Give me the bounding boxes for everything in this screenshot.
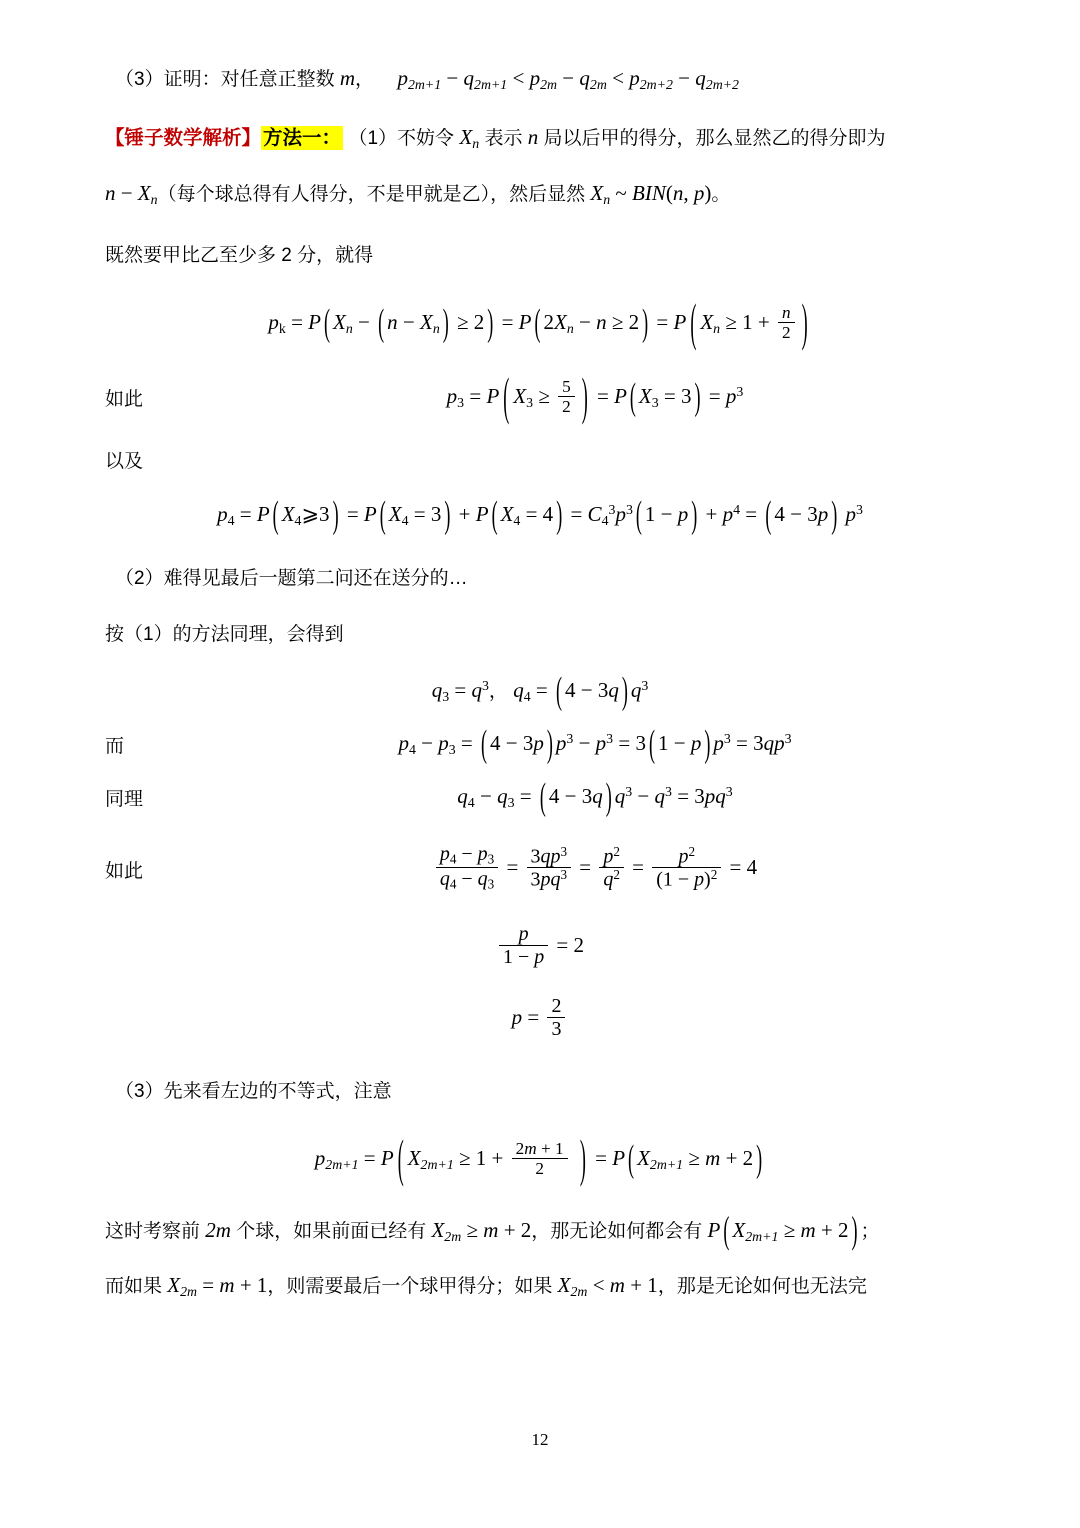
question-3-line-3: 而如果 $X_{2m} = m + 1$，则需要最后一个球甲得分；如果 $X_{2m} < m + 1$，那是无论如何也无法完 <box>105 1273 867 1300</box>
method-tag: 方法一： <box>263 127 342 150</box>
equation-p-value: p = $\frac{2}{3}$ <box>105 996 975 1042</box>
question-2-comment: （2）难得见最后一题第二问还在送分的… <box>115 567 468 589</box>
analysis-line-2: $n - X_n$（每个球总得有人得分，不是甲就是乙），然后显然 $X_n$ ~ BIN(n, p)。 <box>105 180 731 207</box>
equation-p-over-one-minus-p: $\frac{p}{1 - p}$ = 2 <box>105 925 975 971</box>
page-number: 12 <box>531 1430 549 1449</box>
analysis-line-3: 既然要甲比乙至少多 2 分，就得 <box>105 245 374 267</box>
label-ruci-2: 如此 <box>105 861 144 883</box>
question-3-line-2: 这时考察前 2m 个球，如果前面已经有 $X_{2m} \ge m + 2$，那无论如何都会有 P ( $X_{2m+1} \ge m + 2$ ) ； <box>105 1208 880 1251</box>
label-yiji: 以及 <box>105 450 144 472</box>
equation-p2m1: $p_{2m+1} = P$ ( $X_{2m+1} \ge 1$ + $\frac{2m + 1}{2}$ ) = P ( $X_{2m+1} \ge m + 2$ ) <box>314 1128 763 1187</box>
equation-p4-minus-p3-row <box>105 722 975 765</box>
equation-p4: $p_4 = P$ ( $X_4⩾3$ ) = P ( $X_4 = 3$ ) + P ( $X_4 = 4$ ) = $C_4^3p^3$ ( 1 − p ) + $p^4$ = ( 4 − 3p ) $p^3$ <box>217 493 863 536</box>
equation-p4-minus-p3: $p_4 - p_3$ = ( 4 − 3p ) $p^3 - p^3 = 3$ ( 1 − p ) $p^3 = 3qp^3$ <box>398 722 792 765</box>
equation-q4-minus-q3-row <box>105 775 975 818</box>
equation-ratio: $\frac{p_4 - p_3}{q_4 - q_3}$ = $\frac{3qp^3}{3pq^3}$ = $\frac{p^2}{q^2}$ = $\frac{p^2}{(1 - p)^2}$ = 4 <box>215 845 975 895</box>
label-er: 而 <box>105 735 125 757</box>
equation-pk: $p_k = P$ ( $X_n$ − ( $n - X_n$ ) ≥ 2 ) = P ( $2X_n - n \ge 2$ ) = P ( $X_n \ge 1$ + $\frac{n}{2}$ ) <box>268 293 808 352</box>
label-tongli: 同理 <box>105 788 144 810</box>
equation-q3-q4: $q_3 = q^3$， $q_4$ = ( 4 − 3q ) $q^3$ <box>431 669 649 712</box>
question-3-statement: （3）证明：对任意正整数 m， $p_{2m+1} - q_{2m+1} < p_{2m} - q_{2m} < p_{2m+2} - q_{2m+2}$ <box>115 66 739 92</box>
equation-q4-minus-q3: $q_4 - q_3$ = ( 4 − 3q ) $q^3 - q^3 = 3pq^3$ <box>457 775 733 818</box>
label-ruci-1: 如此 <box>105 389 144 411</box>
question-3-line-1: （3）先来看左边的不等式，注意 <box>115 1080 392 1102</box>
equation-p3: $p_3 = P$ ( $X_3$ ≥ $\frac{5}{2}$ ) = P ( $X_3 = 3$ ) = $p^3$ <box>446 366 744 425</box>
question-2-line-2: 按（1）的方法同理，会得到 <box>105 624 344 646</box>
equation-p3-row <box>105 366 975 425</box>
analysis-tag: 【锤子数学解析】 <box>105 127 262 150</box>
equation-ratio-row <box>105 845 975 895</box>
analysis-header-line: 【锤子数学解析】 方法一： （1）不妨令 $X_n$ 表示 n 局以后甲的得分，那么显然乙的得分即为 <box>105 125 886 152</box>
